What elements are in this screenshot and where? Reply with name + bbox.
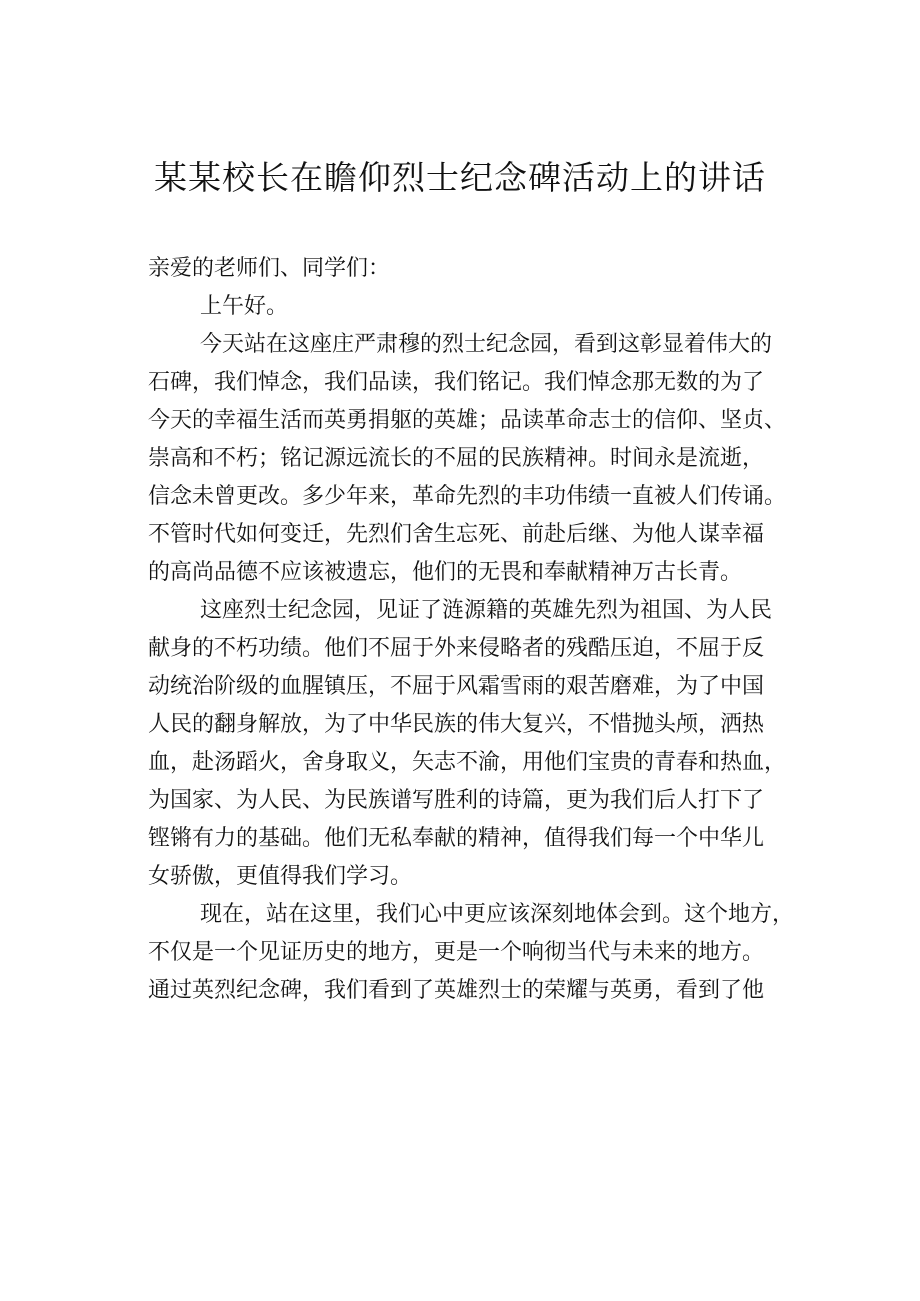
- paragraph-line: 女骄傲，更值得我们学习。: [148, 864, 413, 889]
- document-body: [148, 250, 812, 1010]
- salutation-line: 亲爱的老师们、同学们：: [148, 256, 391, 281]
- paragraph-2: [148, 592, 812, 896]
- paragraph-line: 信念未曾更改。多少年来，革命先烈的丰功伟绩一直被人们传诵。: [148, 484, 787, 509]
- paragraph-line: 崇高和不朽；铭记源远流长的不屈的民族精神。时间永是流逝，: [148, 446, 765, 471]
- paragraph-3: [148, 896, 812, 1010]
- document-title: 某某校长在瞻仰烈士纪念碑活动上的讲话: [154, 158, 766, 197]
- paragraph-1: [148, 326, 812, 592]
- paragraph-line: 现在，站在这里，我们心中更应该深刻地体会到。这个地方，: [200, 902, 795, 927]
- paragraph-line: 动统治阶级的血腥镇压，不屈于风霜雪雨的艰苦磨难，为了中国: [148, 674, 765, 699]
- paragraph-line: 今天的幸福生活而英勇捐躯的英雄；品读革命志士的信仰、坚贞、: [148, 408, 787, 433]
- paragraph-line: 不仅是一个见证历史的地方，更是一个响彻当代与未来的地方。: [148, 940, 765, 965]
- paragraph-line: 今天站在这座庄严肃穆的烈士纪念园，看到这彰显着伟大的: [200, 332, 773, 357]
- salutation: [148, 250, 812, 288]
- paragraph-line: 的高尚品德不应该被遗忘，他们的无畏和奉献精神万古长青。: [148, 560, 743, 585]
- paragraph-line: 不管时代如何变迁，先烈们舍生忘死、前赴后继、为他人谋幸福: [148, 522, 765, 547]
- paragraph-line: 为国家、为人民、为民族谱写胜利的诗篇，更为我们后人打下了: [148, 788, 765, 813]
- paragraph-line: 通过英烈纪念碑，我们看到了英雄烈士的荣耀与英勇，看到了他: [148, 978, 765, 1003]
- paragraph-line: 这座烈士纪念园，见证了涟源籍的英雄先烈为祖国、为人民: [200, 598, 773, 623]
- paragraph-line: 献身的不朽功绩。他们不屈于外来侵略者的残酷压迫，不屈于反: [148, 636, 765, 661]
- paragraph-line: 石碑，我们悼念，我们品读，我们铭记。我们悼念那无数的为了: [148, 370, 765, 395]
- greeting-line: 上午好。: [200, 294, 289, 319]
- paragraph-line: 铿锵有力的基础。他们无私奉献的精神，值得我们每一个中华儿: [148, 826, 765, 851]
- greeting: [148, 288, 812, 326]
- paragraph-line: 人民的翻身解放，为了中华民族的伟大复兴，不惜抛头颅，洒热: [148, 712, 765, 737]
- paragraph-line: 血，赴汤蹈火，舍身取义，矢志不渝，用他们宝贵的青春和热血，: [148, 750, 787, 775]
